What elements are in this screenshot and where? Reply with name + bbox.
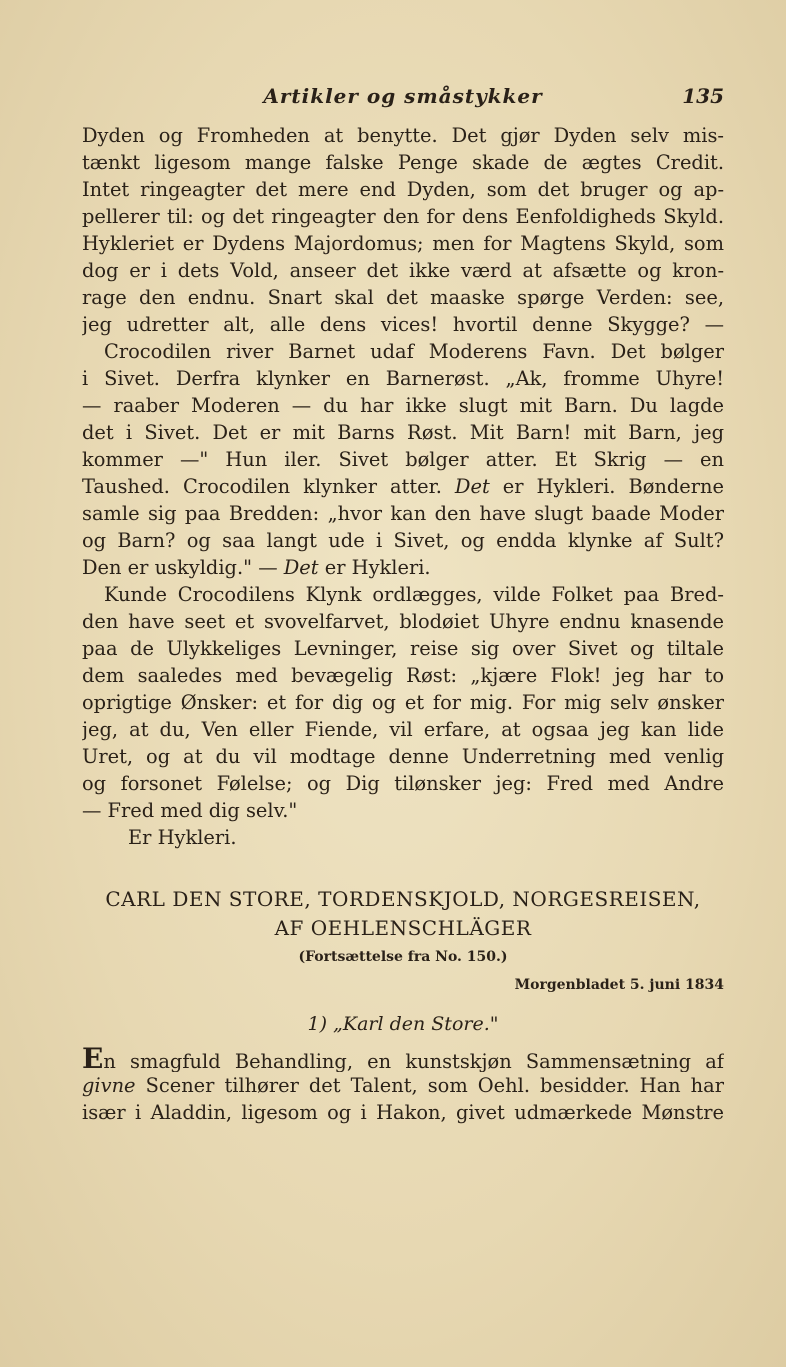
text-fragment: Den er uskyldig." — xyxy=(82,556,278,579)
text-line: det i Sivet. Det er mit Barns Røst. Mit Barn! mit Barn, jeg xyxy=(82,421,724,444)
text-line: — raaber Moderen — du har ikke slugt mit Barn. Du lagde xyxy=(82,394,724,417)
text-line: jeg udretter alt, alle dens vices! hvortil denne Skygge? — xyxy=(82,313,724,336)
continuation-note: (Fortsættelse fra No. 150.) xyxy=(298,949,508,965)
running-head xyxy=(82,80,724,120)
text-line: Kunde Crocodilens Klynk ordlægges, vilde Folket paa Bred- xyxy=(104,583,724,606)
text-line: oprigtige Ønsker: et for dig og et for mig. For mig selv ønsker xyxy=(82,691,724,714)
running-head-title: Artikler og småstykker xyxy=(263,84,543,108)
spacer xyxy=(82,851,724,885)
heading-line-1: CARL DEN STORE, TORDENSKJOLD, NORGESREISEN, xyxy=(105,887,701,911)
closing-line: Er Hykleri. xyxy=(128,826,237,849)
page-number: 135 xyxy=(682,84,724,108)
text-line: Dyden og Fromheden at benytte. Det gjør Dyden selv mis- xyxy=(82,124,724,147)
heading-line-2: AF OEHLENSCHLÄGER xyxy=(274,916,532,940)
section-title: 1) „Karl den Store." xyxy=(307,1013,499,1035)
text-line: Uret, og at du vil modtage denne Underretning med venlig xyxy=(82,745,724,768)
text-line xyxy=(82,1045,724,1072)
text-line xyxy=(82,554,724,581)
text-line: Intet ringeagter det mere end Dyden, som det bruger og ap- xyxy=(82,178,724,201)
text-fragment: Scener tilhører det Talent, som Oehl. besidder. Han har xyxy=(145,1074,724,1097)
italic-word: Det xyxy=(454,475,490,498)
text-line xyxy=(82,473,724,500)
text-line: jeg, at du, Ven eller Fiende, vil erfare, at ogsaa jeg kan lide xyxy=(82,718,724,741)
text-line: især i Aladdin, ligesom og i Hakon, givet udmærkede Mønstre xyxy=(82,1101,724,1124)
book-page xyxy=(82,80,724,1126)
text-fragment: Taushed. Crocodilen klynker atter. xyxy=(82,475,442,498)
text-line: tænkt ligesom mange falske Penge skade de ægtes Credit. xyxy=(82,151,724,174)
text-line: den have seet et svovelfarvet, blodøiet Uhyre endnu knasende xyxy=(82,610,724,633)
text-line: — Fred med dig selv." xyxy=(82,799,298,822)
text-line: rage den endnu. Snart skal det maaske spørge Verden: see, xyxy=(82,286,724,309)
text-fragment: er Hykleri. xyxy=(324,556,431,579)
text-line: og Barn? og saa langt ude i Sivet, og endda klynke af Sult? xyxy=(82,529,724,552)
text-line: Crocodilen river Barnet udaf Moderens Favn. Det bølger xyxy=(104,340,724,363)
text-line: kommer —" Hun iler. Sivet bølger atter. Et Skrig — en xyxy=(82,448,724,471)
text-fragment: n smagfuld Behandling, en kunstskjøn Sammensætning af xyxy=(103,1050,724,1072)
italic-word: Det xyxy=(283,556,319,579)
text-line: Hykleriet er Dydens Majordomus; men for Magtens Skyld, som xyxy=(82,232,724,255)
italic-word: givne xyxy=(82,1074,136,1097)
drop-cap: E xyxy=(82,1045,104,1072)
text-line xyxy=(82,1072,724,1099)
text-line: paa de Ulykkeliges Levninger, reise sig over Sivet og tiltale xyxy=(82,637,724,660)
article-body xyxy=(82,122,724,851)
text-line: i Sivet. Derfra klynker en Barnerøst. „Ak, fromme Uhyre! xyxy=(82,367,724,390)
text-line: dem saaledes med bevægelig Røst: „kjære Flok! jeg har to xyxy=(82,664,724,687)
source-citation: Morgenbladet 5. juni 1834 xyxy=(514,977,724,993)
article-heading xyxy=(82,885,724,943)
text-line: dog er i dets Vold, anseer det ikke værd at afsætte og kron- xyxy=(82,259,724,282)
text-line: pellerer til: og det ringeagter den for dens Eenfoldigheds Skyld. xyxy=(82,205,724,228)
text-line: samle sig paa Bredden: „hvor kan den have slugt baade Moder xyxy=(82,502,724,525)
text-line: og forsonet Følelse; og Dig tilønsker jeg: Fred med Andre xyxy=(82,772,724,795)
text-fragment: er Hykleri. Bønderne xyxy=(502,475,724,498)
